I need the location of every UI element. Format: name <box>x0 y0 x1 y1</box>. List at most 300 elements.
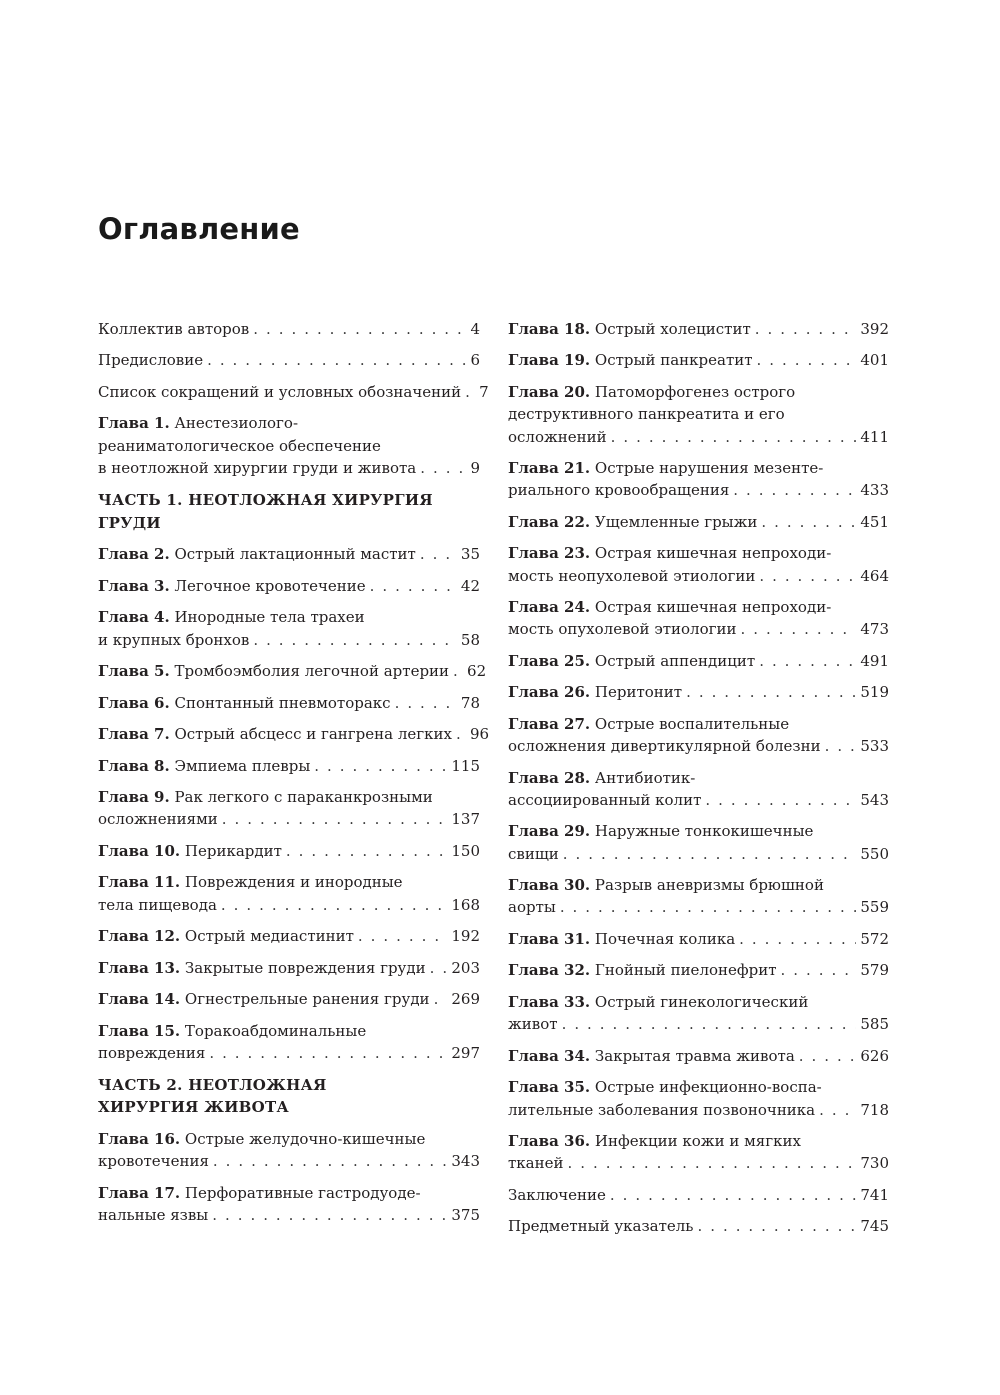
toc-entry[interactable] <box>98 349 480 371</box>
toc-entry-title: Рак легкого с параканкрозными <box>174 788 433 807</box>
toc-entry-title: Острый панкреатит <box>594 351 753 370</box>
chapter-number: Глава 11. <box>98 873 181 892</box>
leader-dots <box>430 957 448 979</box>
toc-entry[interactable] <box>508 1045 889 1067</box>
chapter-number: Глава 33. <box>508 992 591 1011</box>
page-number: 745 <box>860 1217 889 1236</box>
toc-entry-title: Почечная колика <box>594 929 736 948</box>
toc-entry-title: Ущемленные грыжи <box>594 512 758 531</box>
leader-dots <box>568 1152 857 1174</box>
toc-entry-line <box>508 874 889 896</box>
toc-entry-text <box>98 629 249 651</box>
page-number: 519 <box>860 683 889 702</box>
page-number: 297 <box>451 1043 480 1062</box>
toc-entry-text <box>98 349 203 371</box>
toc-entry-line <box>98 660 487 682</box>
toc-entry-title: нальные язвы <box>98 1206 209 1225</box>
leader-dots <box>456 723 466 745</box>
chapter-number: Глава 3. <box>98 576 170 595</box>
leader-dots <box>697 1215 856 1237</box>
toc-entry[interactable] <box>98 412 480 479</box>
toc-entry-line <box>508 1099 889 1121</box>
leader-dots <box>611 426 857 448</box>
leader-dots <box>221 894 447 916</box>
toc-entry-title: Огнестрельные ранения груди <box>184 990 430 1009</box>
leader-dots <box>761 511 856 533</box>
chapter-number: Глава 30. <box>508 876 591 895</box>
toc-entry[interactable] <box>98 988 480 1010</box>
toc-entry-line <box>98 1182 480 1204</box>
toc-entry-text <box>508 876 824 894</box>
toc-entry-text <box>508 681 682 703</box>
toc-entry-text <box>508 715 789 733</box>
toc-entry-line <box>98 840 480 862</box>
chapter-number: Глава 2. <box>98 545 170 564</box>
chapter-number: Глава 5. <box>98 662 170 681</box>
toc-entry-line <box>508 618 889 640</box>
chapter-number: Глава 21. <box>508 459 591 478</box>
toc-entry-text <box>98 925 354 947</box>
page-number: 730 <box>860 1154 889 1173</box>
toc-entry-text <box>98 414 298 432</box>
leader-dots <box>395 692 457 714</box>
leader-dots <box>562 1013 857 1035</box>
leader-dots <box>781 959 857 981</box>
chapter-number: Глава 19. <box>508 351 591 370</box>
toc-entry[interactable] <box>98 575 480 597</box>
toc-entry-text <box>508 511 757 533</box>
page-number: 401 <box>860 351 889 370</box>
toc-entry-title: Острый холецистит <box>594 320 751 338</box>
toc-entry-title: Эмпиема плевры <box>174 756 311 775</box>
leader-dots <box>286 840 447 862</box>
toc-entry-title: Острые инфекционно-воспа- <box>594 1078 822 1097</box>
toc-entry-line <box>98 381 489 403</box>
toc-entry[interactable] <box>98 957 480 979</box>
toc-entry[interactable] <box>508 1184 889 1206</box>
page-number: 572 <box>860 929 889 948</box>
toc-entry-line <box>98 629 480 651</box>
toc-entry[interactable] <box>98 606 480 651</box>
toc-entry-text <box>98 575 366 597</box>
page-number: 7 <box>479 382 489 401</box>
toc-entry-title: Спонтанный пневмоторакс <box>174 693 391 712</box>
toc-entry-text <box>98 437 381 455</box>
toc-right-column <box>508 318 889 1247</box>
toc-entry-title: в неотложной хирургии груди и живота <box>98 459 417 478</box>
chapter-number: Глава 22. <box>508 512 591 531</box>
toc-entry-line <box>98 692 480 714</box>
toc-entry-title: Острый аппендицит <box>594 651 756 670</box>
toc-entry-title: Острая кишечная непроходи- <box>594 598 832 617</box>
toc-entry-title: ассоциированный колит <box>508 790 702 809</box>
toc-entry-title: аорты <box>508 898 556 917</box>
toc-entry[interactable] <box>508 650 889 672</box>
toc-entry-text <box>508 1184 606 1206</box>
toc-entry-text <box>98 788 433 806</box>
toc-entry-text <box>508 1078 822 1096</box>
page-number: 9 <box>470 459 480 478</box>
toc-entry-line <box>98 1204 480 1226</box>
toc-entry[interactable] <box>98 692 480 714</box>
toc-entry-line <box>98 349 480 371</box>
toc-entry-text <box>508 1045 795 1067</box>
chapter-number: Глава 28. <box>508 768 591 787</box>
page-number: 343 <box>451 1152 480 1171</box>
chapter-number: Глава 35. <box>508 1078 591 1097</box>
toc-entry-line <box>508 928 889 950</box>
page-number: 115 <box>451 756 480 775</box>
toc-entry-line <box>508 426 889 448</box>
chapter-number: Глава 36. <box>508 1131 591 1150</box>
toc-entry-text <box>98 1184 421 1202</box>
toc-entry-title: Острый гинекологический <box>594 992 809 1011</box>
toc-entry-line <box>508 843 889 865</box>
page-number: 35 <box>460 545 480 564</box>
toc-entry-line <box>508 349 889 371</box>
toc-entry[interactable] <box>508 542 889 587</box>
toc-entry-line <box>98 1128 480 1150</box>
page-number: 491 <box>860 651 889 670</box>
toc-entry-line <box>508 735 889 757</box>
page-number: 96 <box>469 725 490 744</box>
part-heading-line: ЧАСТЬ 1. НЕОТЛОЖНАЯ ХИРУРГИЯ ГРУДИ <box>98 491 433 532</box>
toc-entry-title: осложнениями <box>98 810 218 829</box>
toc-entry-line <box>98 1042 480 1064</box>
chapter-number: Глава 9. <box>98 788 170 807</box>
toc-entry-text <box>508 479 729 501</box>
toc-entry-text <box>508 598 831 616</box>
toc-entry-text <box>98 381 461 403</box>
toc-entry[interactable] <box>508 457 889 502</box>
toc-entry-text <box>508 1152 564 1174</box>
toc-entry-title: Закрытые повреждения груди <box>184 958 426 977</box>
toc-entry-text <box>508 735 821 757</box>
chapter-number: Глава 25. <box>508 651 591 670</box>
leader-dots <box>560 896 857 918</box>
toc-entry[interactable] <box>98 318 480 340</box>
toc-entry-text <box>508 843 559 865</box>
toc-entry-text <box>508 383 795 401</box>
toc-entry-title: Закрытая травма живота <box>594 1046 795 1065</box>
chapter-number: Глава 13. <box>98 958 181 977</box>
toc-entry[interactable] <box>508 928 889 950</box>
toc-entry-title: Острые нарушения мезенте- <box>594 459 824 478</box>
toc-entry-line <box>508 650 889 672</box>
page-number: 150 <box>451 841 480 860</box>
toc-entry-text <box>98 1042 205 1064</box>
toc-entry-text <box>98 988 430 1010</box>
chapter-number: Глава 12. <box>98 927 181 946</box>
toc-entry[interactable] <box>508 1215 889 1237</box>
leader-dots <box>759 650 856 672</box>
chapter-number: Глава 16. <box>98 1130 181 1149</box>
toc-entry-line <box>508 457 889 479</box>
page-number: 718 <box>860 1100 889 1119</box>
toc-entry-title: Гнойный пиелонефрит <box>594 961 777 980</box>
leader-dots <box>209 1042 447 1064</box>
toc-entry-line <box>508 789 889 811</box>
toc-entry[interactable] <box>98 660 487 682</box>
toc-entry-line <box>98 412 480 434</box>
leader-dots <box>465 381 475 403</box>
leader-dots <box>733 479 856 501</box>
toc-entry-title: Предисловие <box>98 351 204 370</box>
chapter-number: Глава 27. <box>508 714 591 733</box>
toc-entry-title: Предметный указатель <box>508 1217 694 1236</box>
toc-entry[interactable] <box>98 925 480 947</box>
leader-dots <box>434 988 448 1010</box>
toc-entry[interactable] <box>508 874 889 919</box>
toc-entry-title: Торакоабдоминальные <box>184 1021 367 1040</box>
page-number: 411 <box>860 427 889 446</box>
leader-dots <box>222 808 448 830</box>
toc-entry-title: и крупных бронхов <box>98 630 250 649</box>
chapter-number: Глава 31. <box>508 929 591 948</box>
toc-entry[interactable] <box>508 511 889 533</box>
toc-entry-line <box>508 565 889 587</box>
toc-entry-text <box>98 873 403 891</box>
toc-entry-title: тела пищевода <box>98 895 217 914</box>
toc-entry-title: мость опухолевой этиологии <box>508 620 737 639</box>
leader-dots <box>358 925 447 947</box>
toc-entry-text <box>508 618 736 640</box>
leader-dots <box>825 735 857 757</box>
toc-entry[interactable] <box>508 1130 889 1175</box>
toc-entry-title: повреждения <box>98 1043 206 1062</box>
toc-entry-text <box>508 789 701 811</box>
toc-entry-text <box>508 928 735 950</box>
toc-entry[interactable] <box>508 713 889 758</box>
toc-entry-text <box>98 660 449 682</box>
toc-entry-line <box>508 1215 889 1237</box>
leader-dots <box>759 565 856 587</box>
leader-dots <box>686 681 856 703</box>
toc-entry-text <box>98 755 310 777</box>
toc-entry-line <box>98 435 480 457</box>
toc-entry[interactable] <box>98 381 489 403</box>
page-number: 168 <box>451 895 480 914</box>
chapter-number: Глава 23. <box>508 544 591 563</box>
toc-entry-text <box>98 1204 208 1226</box>
toc-entry-line <box>98 786 480 808</box>
leader-dots <box>757 349 857 371</box>
chapter-number: Глава 34. <box>508 1046 591 1065</box>
toc-left-column <box>98 318 490 1236</box>
toc-entry-title: Повреждения и инородные <box>184 873 403 892</box>
toc-entry-line <box>508 767 889 789</box>
toc-entry-line <box>508 1152 889 1174</box>
page-number: 579 <box>860 961 889 980</box>
toc-entry[interactable] <box>508 1076 889 1121</box>
toc-entry-line <box>98 988 480 1010</box>
toc-entry-text <box>98 1022 366 1040</box>
toc-entry[interactable] <box>98 1182 480 1227</box>
page-number: 269 <box>451 990 480 1009</box>
chapter-number: Глава 17. <box>98 1183 181 1202</box>
toc-entry-line <box>508 1076 889 1098</box>
toc-entry-text <box>508 650 755 672</box>
toc-entry-line <box>98 894 480 916</box>
toc-entry[interactable] <box>98 1128 480 1173</box>
page-number: 4 <box>470 320 480 338</box>
toc-entry-line <box>98 457 480 479</box>
toc-entry[interactable] <box>508 596 889 641</box>
toc-entry[interactable] <box>98 723 490 745</box>
toc-entry-title: Разрыв аневризмы брюшной <box>594 876 824 895</box>
toc-entry-title: Тромбоэмболия легочной артерии <box>174 662 450 681</box>
toc-entry-title: живот <box>508 1015 558 1034</box>
toc-entry-text <box>98 957 426 979</box>
toc-entry-line <box>508 479 889 501</box>
toc-entry-line <box>98 575 480 597</box>
toc-entry-title: свищи <box>508 844 559 863</box>
leader-dots <box>212 1204 447 1226</box>
toc-entry-line <box>508 681 889 703</box>
toc-entry-title: тканей <box>508 1154 564 1173</box>
toc-entry-line <box>508 713 889 735</box>
part-heading <box>98 1074 480 1119</box>
chapter-number: Глава 29. <box>508 822 591 841</box>
toc-entry[interactable] <box>98 871 480 916</box>
page-number: 451 <box>860 512 889 531</box>
toc-entry-text <box>98 543 416 565</box>
chapter-number: Глава 32. <box>508 961 591 980</box>
page-number: 464 <box>860 566 889 585</box>
chapter-number: Глава 15. <box>98 1021 181 1040</box>
toc-entry-line <box>508 896 889 918</box>
toc-entry-text <box>508 1013 558 1035</box>
toc-entry[interactable] <box>98 755 480 777</box>
toc-entry-title: кровотечения <box>98 1152 209 1171</box>
toc-entry[interactable] <box>508 681 889 703</box>
toc-entry-title: Перфоративные гастродуоде- <box>184 1183 421 1202</box>
page-number: 433 <box>860 481 889 500</box>
toc-entry-line <box>508 403 889 425</box>
toc-entry-title: реаниматологическое обеспечение <box>98 436 381 455</box>
chapter-number: Глава 18. <box>508 320 591 338</box>
leader-dots <box>453 660 463 682</box>
toc-entry[interactable] <box>508 318 889 340</box>
chapter-number: Глава 20. <box>508 382 591 401</box>
toc-entry-line <box>98 1020 480 1042</box>
toc-entry-text <box>508 1215 693 1237</box>
toc-entry-line <box>508 1130 889 1152</box>
toc-entry-title: Инфекции кожи и мягких <box>594 1131 801 1150</box>
page-number: 42 <box>460 576 480 595</box>
toc-entry-title: мость неопухолевой этиологии <box>508 566 756 585</box>
toc-entry-line <box>98 957 480 979</box>
leader-dots <box>705 789 856 811</box>
toc-entry[interactable] <box>98 543 480 565</box>
leader-dots <box>253 629 457 651</box>
leader-dots <box>740 618 856 640</box>
toc-entry-line <box>98 871 480 893</box>
toc-entry-line <box>98 755 480 777</box>
toc-entry-line <box>98 606 480 628</box>
toc-entry-line <box>98 925 480 947</box>
toc-entry-line <box>508 542 889 564</box>
toc-entry-line <box>98 543 480 565</box>
toc-entry[interactable] <box>508 820 889 865</box>
toc-entry-text <box>98 608 365 626</box>
page-number: 58 <box>460 630 480 649</box>
toc-entry-line <box>98 723 490 745</box>
leader-dots <box>799 1045 857 1067</box>
toc-entry-line <box>508 1013 889 1035</box>
toc-entry[interactable] <box>508 767 889 812</box>
page-number: 392 <box>860 320 889 338</box>
toc-entry-text <box>508 426 607 448</box>
toc-entry[interactable] <box>508 349 889 371</box>
toc-entry-text <box>508 769 695 787</box>
toc-entry-text <box>98 1130 425 1148</box>
leader-dots <box>420 543 457 565</box>
toc-entry-line <box>508 511 889 533</box>
toc-entry-text <box>98 1150 209 1172</box>
toc-entry-text <box>508 459 823 477</box>
toc-entry[interactable] <box>508 991 889 1036</box>
leader-dots <box>420 457 466 479</box>
toc-entry-title: лительные заболевания позвоночника <box>508 1100 816 1119</box>
toc-entry-text <box>508 405 785 423</box>
page-number: 203 <box>451 958 480 977</box>
toc-entry-title: риального кровообращения <box>508 481 730 500</box>
toc-entry-text <box>98 723 452 745</box>
chapter-number: Глава 24. <box>508 598 591 617</box>
page-number: 137 <box>451 810 480 829</box>
page-title: Оглавление <box>98 212 300 246</box>
toc-entry-line <box>508 1184 889 1206</box>
toc-entry-title: Острый медиастинит <box>184 927 354 946</box>
toc-entry-title: Список сокращений и условных обозначений <box>98 382 462 401</box>
toc-entry-title: Острый лактационный мастит <box>174 545 416 564</box>
page-number: 62 <box>467 662 487 681</box>
toc-entry-title: Острые желудочно-кишечные <box>184 1130 426 1149</box>
toc-entry-line <box>98 1150 480 1172</box>
toc-entry[interactable] <box>98 840 480 862</box>
toc-entry-title: Заключение <box>508 1185 606 1204</box>
chapter-number: Глава 8. <box>98 756 170 775</box>
toc-entry-text <box>508 349 753 371</box>
toc-entry-line <box>98 808 480 830</box>
page-number: 741 <box>860 1185 889 1204</box>
toc-entry-title: Наружные тонкокишечные <box>594 822 814 841</box>
page-number: 192 <box>451 927 480 946</box>
toc-entry-title: деструктивного панкреатита и его <box>508 405 785 424</box>
toc-entry-text <box>508 822 813 840</box>
toc-entry[interactable] <box>508 381 889 448</box>
toc-entry-line <box>508 991 889 1013</box>
chapter-number: Глава 10. <box>98 841 181 860</box>
toc-entry-line <box>508 959 889 981</box>
part-heading <box>98 489 480 534</box>
page-number: 543 <box>860 790 889 809</box>
part-heading-line: ЧАСТЬ 2. НЕОТЛОЖНАЯ <box>98 1076 327 1095</box>
toc-entry-title: Перикардит <box>184 841 282 860</box>
toc-entry[interactable] <box>98 786 480 831</box>
leader-dots <box>755 318 857 340</box>
toc-entry-title: Острая кишечная непроходи- <box>594 544 832 563</box>
toc-entry-title: осложнения дивертикулярной болезни <box>508 737 821 756</box>
chapter-number: Глава 26. <box>508 683 591 702</box>
toc-entry[interactable] <box>98 1020 480 1065</box>
toc-entry-title: Анестезиолого- <box>174 414 299 433</box>
toc-entry[interactable] <box>508 959 889 981</box>
part-heading-line: ХИРУРГИЯ ЖИВОТА <box>98 1098 289 1117</box>
leader-dots <box>253 318 466 340</box>
leader-dots <box>563 843 857 865</box>
